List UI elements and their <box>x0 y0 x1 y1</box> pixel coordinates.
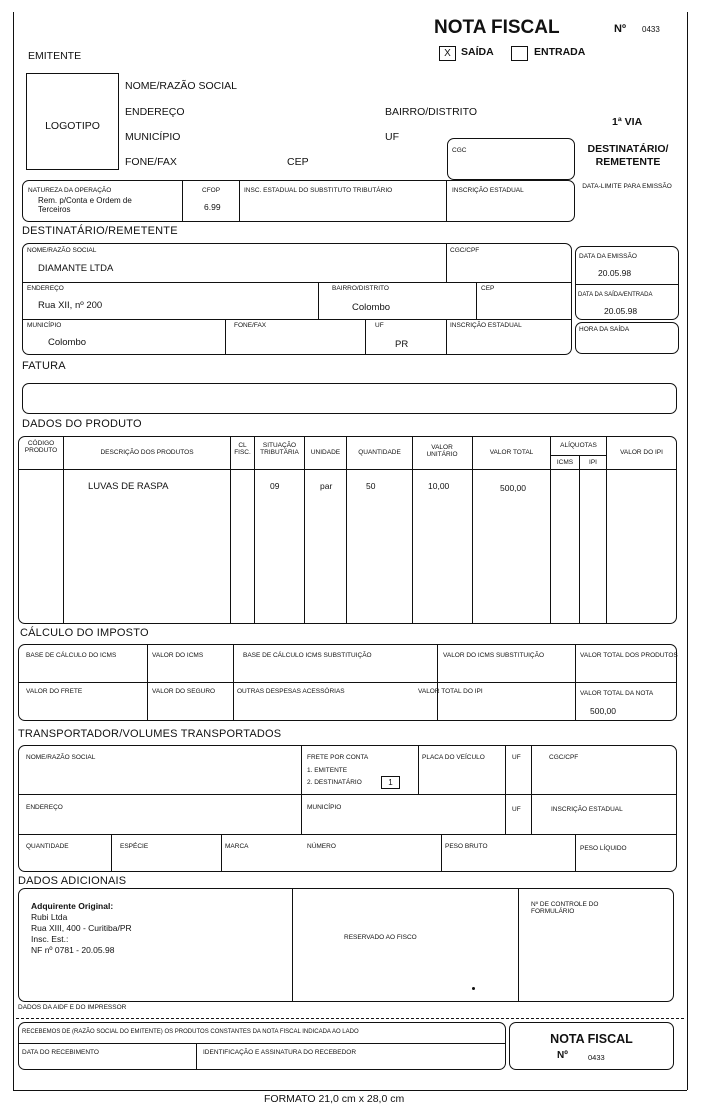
emitente-section-title: EMITENTE <box>28 50 82 62</box>
natureza-label: NATUREZA DA OPERAÇÃO <box>28 187 112 194</box>
col-valor-ipi: VALOR DO IPI <box>620 449 663 456</box>
via-label: 1ª VIA <box>612 116 643 128</box>
col-unidade: UNIDADE <box>310 449 341 456</box>
insc-estadual-label: INSCRIÇÃO ESTADUAL <box>452 187 524 194</box>
transp-col-cgc <box>531 746 532 834</box>
fatura-box[interactable] <box>22 383 677 414</box>
fatura-section-title: FATURA <box>22 360 66 372</box>
hora-saida-label: HORA DA SAÍDA <box>579 326 630 333</box>
dest-insc-label: INSCRIÇÃO ESTADUAL <box>450 322 522 329</box>
imposto-row-line <box>19 682 676 683</box>
row-descricao: LUVAS DE RASPA <box>88 481 169 492</box>
dest-uf-label: UF <box>375 322 384 329</box>
transp-uf-label: UF <box>512 754 521 761</box>
transp-peso-bruto-label: PESO BRUTO <box>445 843 488 850</box>
nota-number-label: Nº <box>614 23 626 35</box>
adicionais-line-3: Rua XIII, 400 - Curitiba/PR <box>31 923 132 933</box>
base-icms-label: BASE DE CÁLCULO DO ICMS <box>26 652 117 659</box>
dest-endereco-label: ENDEREÇO <box>27 285 64 292</box>
outer-left-border <box>13 12 14 1090</box>
cfop-value: 6.99 <box>204 202 221 212</box>
col-codigo-produto: CÓDIGO PRODUTO <box>24 440 58 455</box>
produto-col-line-10 <box>606 437 607 623</box>
emitente-municipio-label: MUNICÍPIO <box>125 131 181 143</box>
produto-col-line-7 <box>472 437 473 623</box>
total-ipi-label: VALOR TOTAL DO IPI <box>418 688 483 695</box>
operacao-divider-3 <box>446 181 447 221</box>
adicionais-line-1: Adquirente Original: <box>31 901 114 911</box>
transp-col-peso-liquido <box>575 834 576 871</box>
dest-divider-fone <box>225 319 226 354</box>
transp-col-especie <box>111 834 112 871</box>
valor-subst-label: VALOR DO ICMS SUBSTITUIÇÃO <box>443 652 545 659</box>
dest-cgc-label: CGC/CPF <box>450 247 480 254</box>
dest-row-line-1 <box>23 282 571 283</box>
imposto-section-title: CÁLCULO DO IMPOSTO <box>20 627 149 639</box>
base-subst-label: BASE DE CÁLCULO ICMS SUBSTITUIÇÃO <box>243 652 372 659</box>
operacao-divider-2 <box>239 181 240 221</box>
dest-municipio-label: MUNICÍPIO <box>27 322 62 329</box>
dest-fone-label: FONE/FAX <box>234 322 267 329</box>
produto-header-line <box>19 469 676 470</box>
emitente-bairro-label: BAIRRO/DISTRITO <box>385 106 477 118</box>
cfop-label: CFOP <box>202 187 221 194</box>
aidf-label: DADOS DA AIDF E DO IMPRESSOR <box>18 1004 127 1011</box>
emitente-cep-label: CEP <box>287 156 309 168</box>
canhoto-number-label: Nº <box>557 1050 568 1061</box>
col-valor-total: VALOR TOTAL <box>489 449 534 456</box>
transp-cgc-label: CGC/CPF <box>549 754 579 761</box>
col-ipi: IPI <box>589 459 597 466</box>
imposto-col-4 <box>575 645 576 720</box>
col-valor-unitario: VALOR UNITÁRIO <box>426 444 458 459</box>
transp-municipio-label: MUNICÍPIO <box>307 804 342 811</box>
dest-uf-value[interactable]: PR <box>395 339 409 350</box>
data-emissao-label: DATA DA EMISSÃO <box>579 253 637 260</box>
dest-divider-uf <box>365 319 366 354</box>
produto-col-line-5 <box>346 437 347 623</box>
aliquotas-split-line <box>550 455 606 456</box>
saida-checkbox[interactable]: X <box>439 46 456 61</box>
destinatario-remetente-label: DESTINATÁRIO/ REMETENTE <box>587 143 669 168</box>
imposto-col-3 <box>437 645 438 720</box>
entrada-checkbox[interactable] <box>511 46 528 61</box>
data-saida-label: DATA DA SAÍDA/ENTRADA <box>578 292 653 298</box>
dest-nome-value[interactable]: DIAMANTE LTDA <box>38 263 114 274</box>
produto-col-line-9 <box>579 455 580 623</box>
col-quantidade: QUANTIDADE <box>358 449 401 456</box>
emitente-nome-label: NOME/RAZÃO SOCIAL <box>125 80 238 92</box>
saida-label: SAÍDA <box>461 46 494 58</box>
produto-col-line-2 <box>230 437 231 623</box>
data-recebimento-label[interactable]: DATA DO RECEBIMENTO <box>22 1049 99 1056</box>
dest-nome-label: NOME/RAZÃO SOCIAL <box>27 247 97 254</box>
recebemos-label: RECEBEMOS DE (RAZÃO SOCIAL DO EMITENTE) OS PRODUTOS CONSTANTES DA NOTA FISCAL INDICADA AO LADO <box>22 1029 359 1035</box>
emitente-cgc-label: CGC <box>452 147 467 154</box>
transp-col-placa <box>418 746 419 794</box>
row-valor-unitario: 10,00 <box>428 481 450 491</box>
placa-label: PLACA DO VEÍCULO <box>422 754 485 761</box>
data-emissao-value[interactable]: 20.05.98 <box>598 268 632 278</box>
col-cl-fisc: CL FISC. <box>234 442 251 457</box>
emitente-uf-label: UF <box>385 131 399 143</box>
transp-numero-label: NÚMERO <box>307 843 336 850</box>
datas-divider <box>576 284 678 285</box>
operacao-divider-1 <box>182 181 183 221</box>
transp-nome-label: NOME/RAZÃO SOCIAL <box>26 754 96 761</box>
assinatura-recebedor-label[interactable]: IDENTIFICAÇÃO E ASSINATURA DO RECEBEDOR <box>203 1049 357 1056</box>
adicionais-line-2: Rubi Ltda <box>31 912 68 922</box>
transp-col-peso-bruto <box>441 834 442 871</box>
adicionais-line-4: Insc. Est.: <box>31 934 69 944</box>
adicionais-section-title: DADOS ADICIONAIS <box>18 875 127 887</box>
dest-divider-cep <box>476 282 477 319</box>
transp-row-line-2 <box>19 834 676 835</box>
produto-section-title: DADOS DO PRODUTO <box>22 418 142 430</box>
row-situacao: 09 <box>270 481 280 491</box>
imposto-col-1 <box>147 645 148 720</box>
dest-cep-label: CEP <box>481 285 495 292</box>
dest-bairro-label: BAIRRO/DISTRITO <box>332 285 389 292</box>
transp-insc-label: INSCRIÇÃO ESTADUAL <box>551 806 623 813</box>
destinatario-box <box>22 243 572 355</box>
emitente-cgc-box[interactable] <box>447 138 575 180</box>
adicionais-line-5: NF nº 0781 - 20.05.98 <box>31 945 115 955</box>
dest-row-line-2 <box>23 319 571 320</box>
outras-despesas-label: OUTRAS DESPESAS ACESSÓRIAS <box>237 688 345 695</box>
logotipo-label: LOGOTIPO <box>45 120 100 132</box>
formato-footer: FORMATO 21,0 cm x 28,0 cm <box>264 1093 405 1105</box>
row-valor-total: 500,00 <box>500 483 526 493</box>
dest-divider-insc <box>446 319 447 354</box>
col-descricao: DESCRIÇÃO DOS PRODUTOS <box>100 449 194 456</box>
produto-col-line-6 <box>412 437 413 623</box>
natureza-value: Rem. p/Conta e Ordem de Terceiros <box>38 196 132 215</box>
transp-col-uf <box>505 746 506 834</box>
produto-col-line-1 <box>63 437 64 623</box>
reservado-fisco-label: RESERVADO AO FISCO <box>344 934 417 941</box>
transp-col-marca <box>221 834 222 871</box>
dest-divider-bairro <box>318 282 319 319</box>
frete-conta-label: FRETE POR CONTA <box>307 754 369 761</box>
dest-divider-cgc <box>446 244 447 282</box>
canhoto-separator <box>16 1018 684 1019</box>
produto-col-line-4 <box>304 437 305 623</box>
row-unidade: par <box>320 481 333 491</box>
nota-number-value: 0433 <box>642 25 660 34</box>
outer-bottom-border <box>13 1090 687 1091</box>
transportador-section-title: TRANSPORTADOR/VOLUMES TRANSPORTADOS <box>18 728 282 740</box>
transp-quantidade-label: QUANTIDADE <box>26 843 69 850</box>
canhoto-nota-title: NOTA FISCAL <box>550 1032 633 1046</box>
valor-icms-label: VALOR DO ICMS <box>152 652 204 659</box>
transp-uf2-label: UF <box>512 806 521 813</box>
total-produtos-label: VALOR TOTAL DOS PRODUTOS <box>580 652 678 659</box>
entrada-label: ENTRADA <box>534 46 586 58</box>
fisco-dot <box>472 987 475 990</box>
total-nota-label: VALOR TOTAL DA NOTA <box>580 690 654 697</box>
emitente-endereco-label: ENDEREÇO <box>125 106 185 118</box>
imposto-col-2 <box>233 645 234 720</box>
transp-col-frete <box>301 746 302 834</box>
canhoto-row-line <box>19 1043 505 1044</box>
adicionais-col-2 <box>518 889 519 1001</box>
col-aliquotas: ALÍQUOTAS <box>560 442 597 449</box>
outer-right-border <box>687 12 688 1090</box>
data-saida-value[interactable]: 20.05.98 <box>604 306 638 316</box>
nota-fiscal-title: NOTA FISCAL <box>434 17 560 38</box>
canhoto-number-value: 0433 <box>588 1053 605 1062</box>
transp-row-line-1 <box>19 794 676 795</box>
total-nota-value[interactable]: 500,00 <box>590 706 616 716</box>
dest-endereco-value[interactable]: Rua XII, nº 200 <box>38 300 103 311</box>
transp-endereco-label: ENDEREÇO <box>26 804 63 811</box>
row-quantidade: 50 <box>366 481 376 491</box>
frete-destinatario-label: 2. DESTINATÁRIO <box>307 779 362 786</box>
canhoto-col-line <box>196 1043 197 1069</box>
dest-municipio-value[interactable]: Colombo <box>48 337 87 348</box>
col-icms: ICMS <box>556 459 574 466</box>
destinatario-section-title: DESTINATÁRIO/REMETENTE <box>22 225 178 237</box>
frete-conta-input[interactable]: 1 <box>381 776 400 789</box>
data-limite-label: DATA-LIMITE PARA EMISSÃO <box>582 183 672 190</box>
transp-especie-label: ESPÉCIE <box>120 843 149 850</box>
transp-peso-liquido-label: PESO LÍQUIDO <box>580 845 627 852</box>
canhoto-nota-box <box>509 1022 674 1070</box>
adicionais-col-1 <box>292 889 293 1001</box>
seguro-label: VALOR DO SEGURO <box>152 688 216 695</box>
frete-emitente-label: 1. EMITENTE <box>307 767 348 774</box>
col-situacao-tributaria: SITUAÇÃO TRIBUTÁRIA <box>260 442 299 457</box>
controle-formulario-label: Nº DE CONTROLE DO FORMULÁRIO <box>531 901 599 916</box>
dest-bairro-value[interactable]: Colombo <box>352 302 391 313</box>
frete-label: VALOR DO FRETE <box>26 688 83 695</box>
transp-marca-label: MARCA <box>225 843 249 850</box>
emitente-fone-label: FONE/FAX <box>125 156 177 168</box>
insc-substituto-label: INSC. ESTADUAL DO SUBSTITUTO TRIBUTÁRIO <box>244 187 393 194</box>
produto-col-line-3 <box>254 437 255 623</box>
